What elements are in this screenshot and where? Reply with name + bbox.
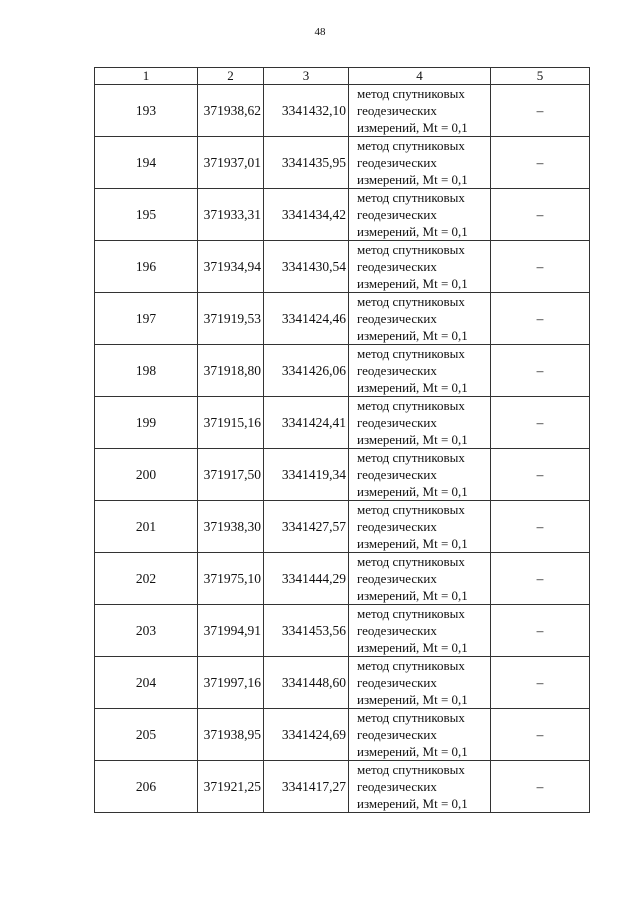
method-line-1: метод спутниковых — [357, 710, 465, 725]
method-line-1: метод спутниковых — [357, 554, 465, 569]
description-cell: – — [491, 345, 590, 397]
coordinate-x-cell: 371934,94 — [198, 241, 264, 293]
coordinate-x-cell: 371994,91 — [198, 605, 264, 657]
coordinate-y-cell: 3341417,27 — [264, 761, 349, 813]
table-row — [95, 189, 590, 241]
method-line-2: геодезических — [357, 623, 437, 638]
method-line-1: метод спутниковых — [357, 138, 465, 153]
method-line-3: измерений, Mt = 0,1 — [357, 432, 468, 447]
coordinates-table — [94, 67, 590, 813]
coordinate-x-cell: 371997,16 — [198, 657, 264, 709]
coordinate-y-cell: 3341424,69 — [264, 709, 349, 761]
method-line-1: метод спутниковых — [357, 450, 465, 465]
coordinate-y-cell: 3341427,57 — [264, 501, 349, 553]
coordinate-y-cell: 3341424,46 — [264, 293, 349, 345]
method-line-1: метод спутниковых — [357, 190, 465, 205]
method-line-2: геодезических — [357, 311, 437, 326]
method-line-3: измерений, Mt = 0,1 — [357, 640, 468, 655]
coordinate-x-cell: 371975,10 — [198, 553, 264, 605]
coordinate-x-cell: 371938,30 — [198, 501, 264, 553]
coordinate-x-cell: 371915,16 — [198, 397, 264, 449]
coordinate-y-cell: 3341434,42 — [264, 189, 349, 241]
description-cell: – — [491, 241, 590, 293]
method-line-2: геодезических — [357, 415, 437, 430]
coordinate-y-cell: 3341424,41 — [264, 397, 349, 449]
point-number-cell: 200 — [95, 449, 198, 501]
method-line-2: геодезических — [357, 519, 437, 534]
method-line-2: геодезических — [357, 259, 437, 274]
method-cell — [349, 553, 491, 605]
point-number-cell: 196 — [95, 241, 198, 293]
table-header-row — [95, 68, 590, 85]
column-header-1: 1 — [95, 68, 198, 85]
method-cell — [349, 85, 491, 137]
method-line-1: метод спутниковых — [357, 606, 465, 621]
table-row — [95, 709, 590, 761]
table-row — [95, 345, 590, 397]
method-line-1: метод спутниковых — [357, 242, 465, 257]
coordinate-x-cell: 371917,50 — [198, 449, 264, 501]
method-line-2: геодезических — [357, 779, 437, 794]
method-line-1: метод спутниковых — [357, 398, 465, 413]
method-line-3: измерений, Mt = 0,1 — [357, 328, 468, 343]
point-number-cell: 197 — [95, 293, 198, 345]
table-row — [95, 449, 590, 501]
coordinate-y-cell: 3341430,54 — [264, 241, 349, 293]
table-row — [95, 241, 590, 293]
method-cell — [349, 397, 491, 449]
coordinate-x-cell: 371938,95 — [198, 709, 264, 761]
coordinate-x-cell: 371921,25 — [198, 761, 264, 813]
point-number-cell: 203 — [95, 605, 198, 657]
table-row — [95, 397, 590, 449]
method-line-2: геодезических — [357, 207, 437, 222]
method-line-1: метод спутниковых — [357, 86, 465, 101]
method-cell — [349, 709, 491, 761]
description-cell: – — [491, 189, 590, 241]
point-number-cell: 206 — [95, 761, 198, 813]
point-number-cell: 202 — [95, 553, 198, 605]
point-number-cell: 195 — [95, 189, 198, 241]
method-line-1: метод спутниковых — [357, 346, 465, 361]
method-cell — [349, 605, 491, 657]
table-row — [95, 657, 590, 709]
description-cell: – — [491, 605, 590, 657]
method-line-2: геодезических — [357, 675, 437, 690]
description-cell: – — [491, 293, 590, 345]
table-row — [95, 761, 590, 813]
method-line-2: геодезических — [357, 363, 437, 378]
method-line-3: измерений, Mt = 0,1 — [357, 380, 468, 395]
column-header-3: 3 — [264, 68, 349, 85]
coordinate-y-cell: 3341453,56 — [264, 605, 349, 657]
table-row — [95, 293, 590, 345]
method-cell — [349, 449, 491, 501]
point-number-cell: 194 — [95, 137, 198, 189]
method-line-3: измерений, Mt = 0,1 — [357, 796, 468, 811]
coordinate-x-cell: 371918,80 — [198, 345, 264, 397]
method-line-3: измерений, Mt = 0,1 — [357, 120, 468, 135]
point-number-cell: 205 — [95, 709, 198, 761]
method-line-3: измерений, Mt = 0,1 — [357, 744, 468, 759]
method-line-2: геодезических — [357, 467, 437, 482]
page-number: 48 — [314, 26, 326, 38]
point-number-cell: 193 — [95, 85, 198, 137]
method-cell — [349, 293, 491, 345]
method-cell — [349, 657, 491, 709]
description-cell: – — [491, 85, 590, 137]
description-cell: – — [491, 137, 590, 189]
method-line-3: измерений, Mt = 0,1 — [357, 224, 468, 239]
method-line-3: измерений, Mt = 0,1 — [357, 692, 468, 707]
method-line-3: измерений, Mt = 0,1 — [357, 484, 468, 499]
coordinate-y-cell: 3341435,95 — [264, 137, 349, 189]
coordinate-x-cell: 371933,31 — [198, 189, 264, 241]
coordinate-y-cell: 3341432,10 — [264, 85, 349, 137]
column-header-5: 5 — [491, 68, 590, 85]
point-number-cell: 198 — [95, 345, 198, 397]
coordinate-x-cell: 371938,62 — [198, 85, 264, 137]
coordinate-y-cell: 3341444,29 — [264, 553, 349, 605]
method-cell — [349, 241, 491, 293]
method-cell — [349, 501, 491, 553]
coordinate-x-cell: 371919,53 — [198, 293, 264, 345]
method-line-3: измерений, Mt = 0,1 — [357, 588, 468, 603]
coordinate-y-cell: 3341419,34 — [264, 449, 349, 501]
description-cell: – — [491, 553, 590, 605]
description-cell: – — [491, 709, 590, 761]
method-line-2: геодезических — [357, 103, 437, 118]
method-line-3: измерений, Mt = 0,1 — [357, 172, 468, 187]
coordinate-y-cell: 3341426,06 — [264, 345, 349, 397]
column-header-4: 4 — [349, 68, 491, 85]
method-cell — [349, 137, 491, 189]
method-cell — [349, 345, 491, 397]
method-line-2: геодезических — [357, 571, 437, 586]
method-line-1: метод спутниковых — [357, 762, 465, 777]
table-row — [95, 85, 590, 137]
method-line-3: измерений, Mt = 0,1 — [357, 536, 468, 551]
method-line-2: геодезических — [357, 155, 437, 170]
method-line-2: геодезических — [357, 727, 437, 742]
table-row — [95, 501, 590, 553]
method-line-1: метод спутниковых — [357, 502, 465, 517]
point-number-cell: 199 — [95, 397, 198, 449]
method-cell — [349, 761, 491, 813]
coordinate-y-cell: 3341448,60 — [264, 657, 349, 709]
description-cell: – — [491, 449, 590, 501]
description-cell: – — [491, 501, 590, 553]
method-cell — [349, 189, 491, 241]
method-line-1: метод спутниковых — [357, 294, 465, 309]
description-cell: – — [491, 761, 590, 813]
point-number-cell: 204 — [95, 657, 198, 709]
table-row — [95, 553, 590, 605]
method-line-1: метод спутниковых — [357, 658, 465, 673]
method-line-3: измерений, Mt = 0,1 — [357, 276, 468, 291]
description-cell: – — [491, 397, 590, 449]
table-row — [95, 605, 590, 657]
column-header-2: 2 — [198, 68, 264, 85]
point-number-cell: 201 — [95, 501, 198, 553]
table-body — [95, 85, 590, 813]
table-row — [95, 137, 590, 189]
coordinate-x-cell: 371937,01 — [198, 137, 264, 189]
description-cell: – — [491, 657, 590, 709]
